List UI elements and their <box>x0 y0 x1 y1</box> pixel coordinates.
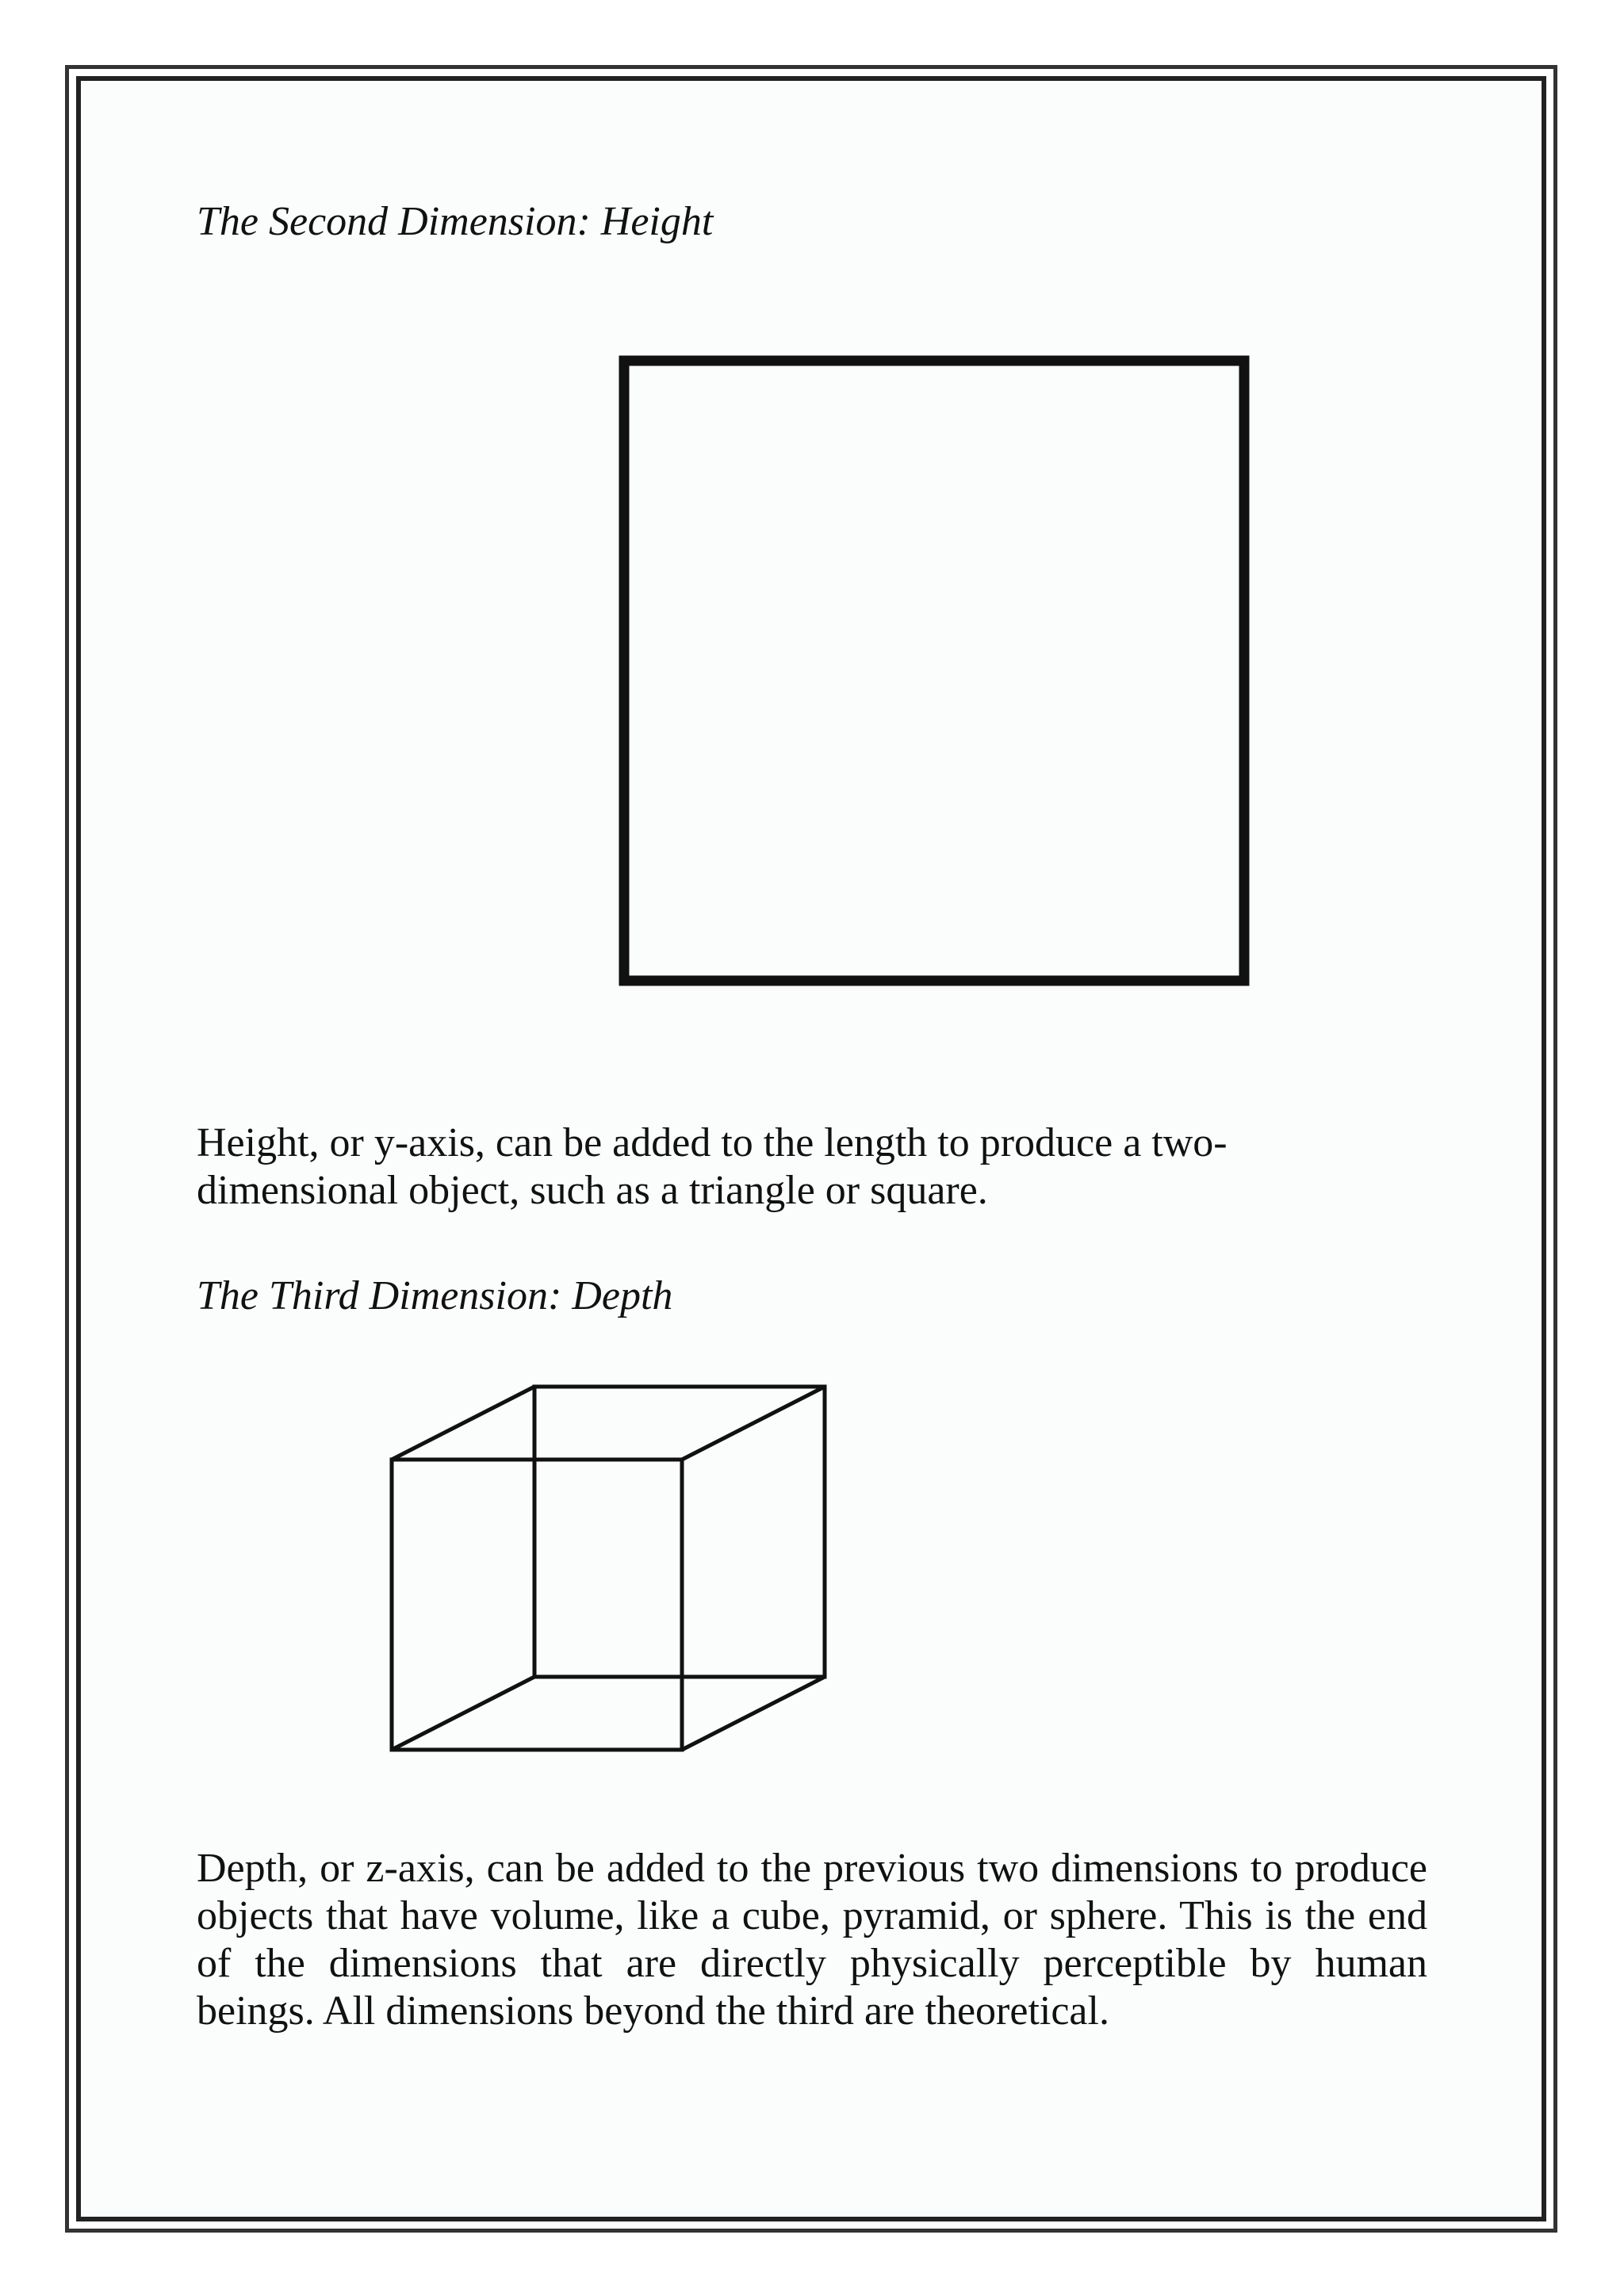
cube-edge-bottom-right <box>682 1677 825 1750</box>
wireframe-cube-figure <box>381 1383 833 1764</box>
cube-edge-top-right <box>682 1387 825 1460</box>
paragraph-depth: Depth, or z-axis, can be added to the previous two dimensions to produce objects that have volume, like a cube, pyramid, or sphere. This is the end of the dimensions that are directly physically perceptible by human beings. All dimensions beyond the third are theoretical. <box>197 1846 1427 2034</box>
paragraph-height: Height, or y-axis, can be added to the length to produce a two-dimensional object, such as a triangle or square. <box>197 1120 1228 1213</box>
cube-edge-bottom-left <box>392 1677 534 1750</box>
cube-edge-top-left <box>392 1387 534 1460</box>
cube-back-face <box>534 1387 825 1677</box>
square-figure <box>619 355 1253 989</box>
square-outline <box>624 361 1244 981</box>
cube-front-face <box>392 1460 682 1750</box>
section-heading-third-dimension: The Third Dimension: Depth <box>197 1273 673 1318</box>
section-heading-second-dimension: The Second Dimension: Height <box>197 199 714 244</box>
